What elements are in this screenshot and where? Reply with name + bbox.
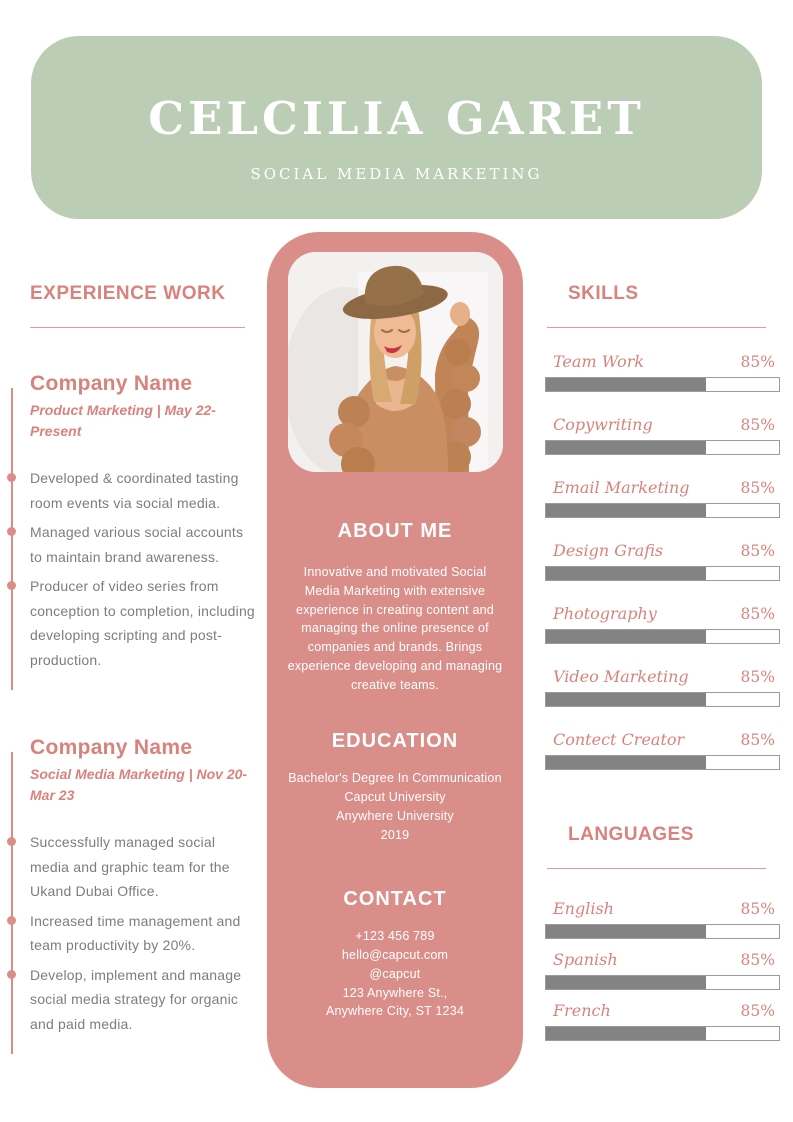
skill-bar-fill — [546, 756, 706, 769]
experience-bullets — [30, 830, 258, 1036]
skills-section — [545, 283, 780, 1052]
contact-line: hello@capcut.com — [341, 948, 449, 962]
language-label: English — [553, 899, 614, 918]
skills-title: SKILLS — [568, 283, 639, 304]
bullet-item: Developed & coordinated tasting room events via social media. — [30, 466, 258, 515]
skill-labels — [545, 352, 780, 371]
skill-labels — [545, 730, 780, 749]
language-row — [545, 950, 780, 990]
skill-row — [545, 541, 780, 581]
language-bar — [545, 924, 780, 939]
language-row — [545, 1001, 780, 1041]
skill-bar-fill — [546, 630, 706, 643]
skills-divider — [547, 327, 766, 328]
skill-percent: 85% — [740, 605, 775, 623]
education-section — [267, 730, 523, 844]
education-line: Anywhere University — [336, 808, 454, 823]
skill-label: Design Grafis — [553, 541, 664, 560]
contact-line: Anywhere City, ST 1234 — [325, 1004, 465, 1019]
experience-entry-2 — [30, 736, 258, 1036]
skill-label: Contect Creator — [553, 730, 685, 749]
experience-section — [30, 283, 258, 1041]
language-label: French — [553, 1001, 611, 1020]
skill-labels — [545, 667, 780, 686]
skill-row — [545, 352, 780, 392]
company-name: Company Name — [30, 736, 193, 759]
education-line: Capcut University — [344, 790, 446, 804]
skill-percent: 85% — [740, 353, 775, 371]
skill-percent: 85% — [740, 542, 775, 560]
skill-bar — [545, 503, 780, 518]
skill-percent: 85% — [740, 731, 775, 749]
header-subtitle: SOCIAL MEDIA MARKETING — [250, 165, 543, 183]
header-banner — [31, 36, 762, 219]
contact-title: CONTACT — [343, 888, 447, 911]
skill-label: Email Marketing — [553, 478, 690, 497]
skill-bar — [545, 692, 780, 707]
languages-list — [545, 899, 780, 1041]
bullet-item: Increased time management and team productivity by 20%. — [30, 909, 258, 958]
about-section — [267, 520, 523, 694]
skill-row — [545, 730, 780, 770]
skill-label: Video Marketing — [553, 667, 689, 686]
experience-entry-1 — [30, 372, 258, 672]
skill-bar-fill — [546, 378, 706, 391]
contact-line: @capcut — [369, 966, 421, 981]
bullet-item: Producer of video series from conception to completion, including developing scripting and post-production. — [30, 574, 258, 672]
bullet-item: Managed various social accounts to maintain brand awareness. — [30, 520, 258, 569]
experience-divider — [30, 327, 245, 328]
language-bar-fill — [546, 1027, 706, 1040]
skill-bar — [545, 566, 780, 581]
skill-label: Photography — [553, 604, 657, 623]
name-title: CELCILIA GARET — [148, 92, 645, 145]
skill-percent: 85% — [740, 668, 775, 686]
education-line: Bachelor's Degree In Communication — [288, 771, 502, 786]
contact-section — [267, 888, 523, 1021]
skill-bar-fill — [546, 504, 706, 517]
portrait-illustration — [288, 252, 503, 472]
experience-title: EXPERIENCE WORK — [30, 283, 226, 304]
skill-percent: 85% — [740, 479, 775, 497]
skill-labels — [545, 541, 780, 560]
language-bar-fill — [546, 976, 706, 989]
company-name: Company Name — [30, 372, 193, 395]
language-labels — [545, 950, 780, 969]
skills-list — [545, 352, 780, 770]
language-labels — [545, 1001, 780, 1020]
language-bar-fill — [546, 925, 706, 938]
language-percent: 85% — [740, 1002, 775, 1020]
education-title: EDUCATION — [331, 730, 459, 753]
experience-bullets — [30, 466, 258, 672]
skill-labels — [545, 604, 780, 623]
contact-line: 123 Anywhere St., — [342, 985, 448, 1000]
languages-title: LANGUAGES — [568, 824, 694, 845]
language-row — [545, 899, 780, 939]
skill-row — [545, 415, 780, 455]
skill-bar-fill — [546, 441, 706, 454]
education-lines — [267, 769, 523, 844]
contact-line: +123 456 789 — [355, 929, 435, 944]
skill-bar-fill — [546, 567, 706, 580]
language-percent: 85% — [740, 951, 775, 969]
skill-bar-fill — [546, 693, 706, 706]
skill-label: Team Work — [553, 352, 645, 371]
languages-section — [545, 824, 780, 1041]
profile-photo — [288, 252, 503, 472]
languages-divider — [547, 868, 766, 869]
skill-percent: 85% — [740, 416, 775, 434]
skill-label: Copywriting — [553, 415, 653, 434]
skill-bar — [545, 377, 780, 392]
language-bar — [545, 1026, 780, 1041]
language-bar — [545, 975, 780, 990]
company-meta: Product Marketing | May 22-Present — [30, 402, 216, 439]
skill-row — [545, 604, 780, 644]
contact-lines — [267, 927, 523, 1021]
bullet-item: Develop, implement and manage social media strategy for organic and paid media. — [30, 963, 258, 1037]
skill-row — [545, 667, 780, 707]
profile-panel — [267, 232, 523, 1088]
language-label: Spanish — [553, 950, 618, 969]
language-labels — [545, 899, 780, 918]
about-text: Innovative and motivated Social Media Marketing with extensive experience in creating content and managing the online presence of companies and brands. Brings experience developing and managing creative teams. — [287, 565, 503, 692]
skill-labels — [545, 478, 780, 497]
skill-bar — [545, 440, 780, 455]
about-title: ABOUT ME — [337, 520, 453, 542]
skill-row — [545, 478, 780, 518]
bullet-item: Successfully managed social media and graphic team for the Ukand Dubai Office. — [30, 830, 258, 904]
company-meta: Social Media Marketing | Nov 20-Mar 23 — [30, 766, 248, 803]
skill-bar — [545, 755, 780, 770]
skill-labels — [545, 415, 780, 434]
skill-bar — [545, 629, 780, 644]
education-line: 2019 — [380, 827, 410, 842]
language-percent: 85% — [740, 900, 775, 918]
